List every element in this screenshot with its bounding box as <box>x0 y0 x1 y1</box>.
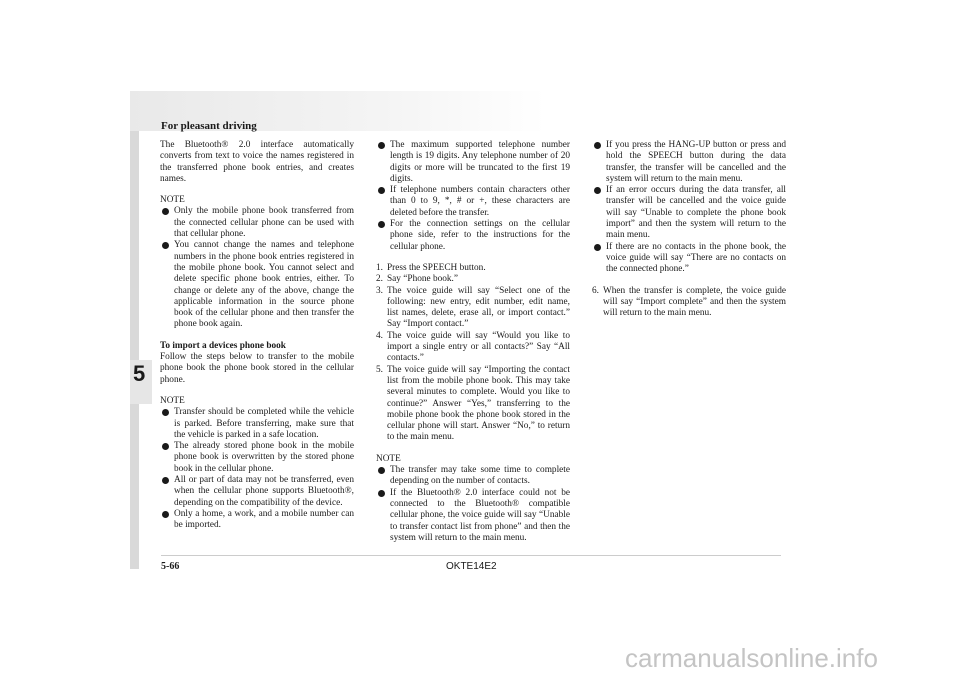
bullet-icon <box>594 142 601 149</box>
bullet-icon <box>378 221 385 228</box>
step-number: 6. <box>592 285 599 296</box>
note-item: If the Bluetooth® 2.0 interface could not be connected to the Bluetooth® compatible cellular phone, the voice guide will say “Unable to transfer contact list from phone” and then the system will return to the main menu. <box>376 488 570 544</box>
note-item: The maximum supported telephone number length is 19 digits. Any telephone number of 20 digits or more will be truncated to the first 19 digits. <box>376 140 570 185</box>
step-number: 4. <box>376 330 383 341</box>
section-header-title: For pleasant driving <box>161 120 257 132</box>
bullet-icon <box>162 242 169 249</box>
note-heading: NOTE <box>160 395 185 406</box>
step-item <box>376 274 570 285</box>
step-item <box>592 286 786 320</box>
intro-paragraph: The Bluetooth® 2.0 interface automatically converts from text to voice the names registered in the transferred phone book entries, and creates names. <box>160 140 354 184</box>
note-item: If you press the HANG-UP button or press and hold the SPEECH button during the data transfer, the transfer will be cancelled and the system will return to the main menu. <box>592 140 786 185</box>
bullet-icon <box>162 409 169 416</box>
step-text: Say “Phone book.” <box>387 274 459 285</box>
chapter-number: 5 <box>133 361 146 386</box>
section-title: To import a devices phone book <box>160 340 286 351</box>
note-item: The transfer may take some time to complete depending on the number of contacts. <box>376 465 570 488</box>
bullet-icon <box>594 187 601 194</box>
bullet-icon <box>162 477 169 484</box>
bullet-icon <box>378 467 385 474</box>
page-number: 5-66 <box>161 561 180 572</box>
bullet-icon <box>162 511 169 518</box>
step-text: Press the SPEECH button. <box>387 262 486 273</box>
footer-rule <box>161 555 781 556</box>
step-text: The voice guide will say “Select one of the following: new entry, edit number, edit name, list names, delete, erase all, or import contact.” Say “Import contact.” <box>387 285 570 330</box>
step-number: 1. <box>376 262 383 273</box>
sidebar-tab <box>130 131 139 569</box>
step-text: The voice guide will say “Would you like to import a single entry or all contacts?” Say “All contacts.” <box>387 330 570 364</box>
note-item: For the connection settings on the cellular phone side, refer to the instructions for the cellular phone. <box>376 219 570 253</box>
document-code: OKTE14E2 <box>446 561 497 572</box>
step-text: When the transfer is complete, the voice guide will say “Import complete” and then the system will return to the main menu. <box>603 285 786 319</box>
step-number: 5. <box>376 364 383 375</box>
note-item: Only the mobile phone book transferred from the connected cellular phone can be used with that cellular phone. <box>160 206 354 240</box>
note-item: You cannot change the names and telephone numbers in the phone book entries registered in the mobile phone book. You cannot select and delete specific phone book entries, either. To change or delete any of the above, change the applicable information in the source phone book of the cellular phone and then transfer the phone book again. <box>160 240 354 330</box>
note-item: If an error occurs during the data transfer, all transfer will be cancelled and the voice guide will say “Unable to complete the phone book import” and then the system will return to the main menu. <box>592 185 786 241</box>
note-heading: NOTE <box>160 195 185 206</box>
bullet-icon <box>162 208 169 215</box>
step-number: 3. <box>376 285 383 296</box>
column-1 <box>160 140 354 532</box>
note-item: The already stored phone book in the mobile phone book is overwritten by the stored phone book in the cellular phone. <box>160 441 354 475</box>
bullet-icon <box>594 244 601 251</box>
note-item: Only a home, a work, and a mobile number can be imported. <box>160 509 354 532</box>
step-item <box>376 263 570 274</box>
column-3 <box>592 140 786 319</box>
bullet-icon <box>378 187 385 194</box>
step-item <box>376 331 570 365</box>
bullet-icon <box>378 490 385 497</box>
note-item: All or part of data may not be transferred, even when the cellular phone supports Bluetooth®, depending on the compatibility of the device. <box>160 475 354 509</box>
note-heading: NOTE <box>376 453 401 464</box>
note-item: Transfer should be completed while the vehicle is parked. Before transferring, make sure that the vehicle is parked in a safe location. <box>160 407 354 441</box>
section-paragraph: Follow the steps below to transfer to the mobile phone book the phone book stored in the cellular phone. <box>160 352 354 385</box>
step-item <box>376 365 570 444</box>
step-number: 2. <box>376 274 383 285</box>
column-2 <box>376 140 570 544</box>
step-text: The voice guide will say “Importing the contact list from the mobile phone book. This may take several minutes to complete. Would you like to continue?” Answer “Yes,” transferring to the mobile phone book the phone book stored in the cellular phone will start. Answer “No,” to return to the main menu. <box>387 364 570 443</box>
note-item: If there are no contacts in the phone book, the voice guide will say “There are no contacts on the connected phone.” <box>592 242 786 276</box>
watermark: carmanualsonline.info <box>625 643 878 673</box>
bullet-icon <box>162 443 169 450</box>
bullet-icon <box>378 142 385 149</box>
note-item: If telephone numbers contain characters other than 0 to 9, *, # or +, these characters are deleted before the transfer. <box>376 185 570 219</box>
step-item <box>376 286 570 331</box>
